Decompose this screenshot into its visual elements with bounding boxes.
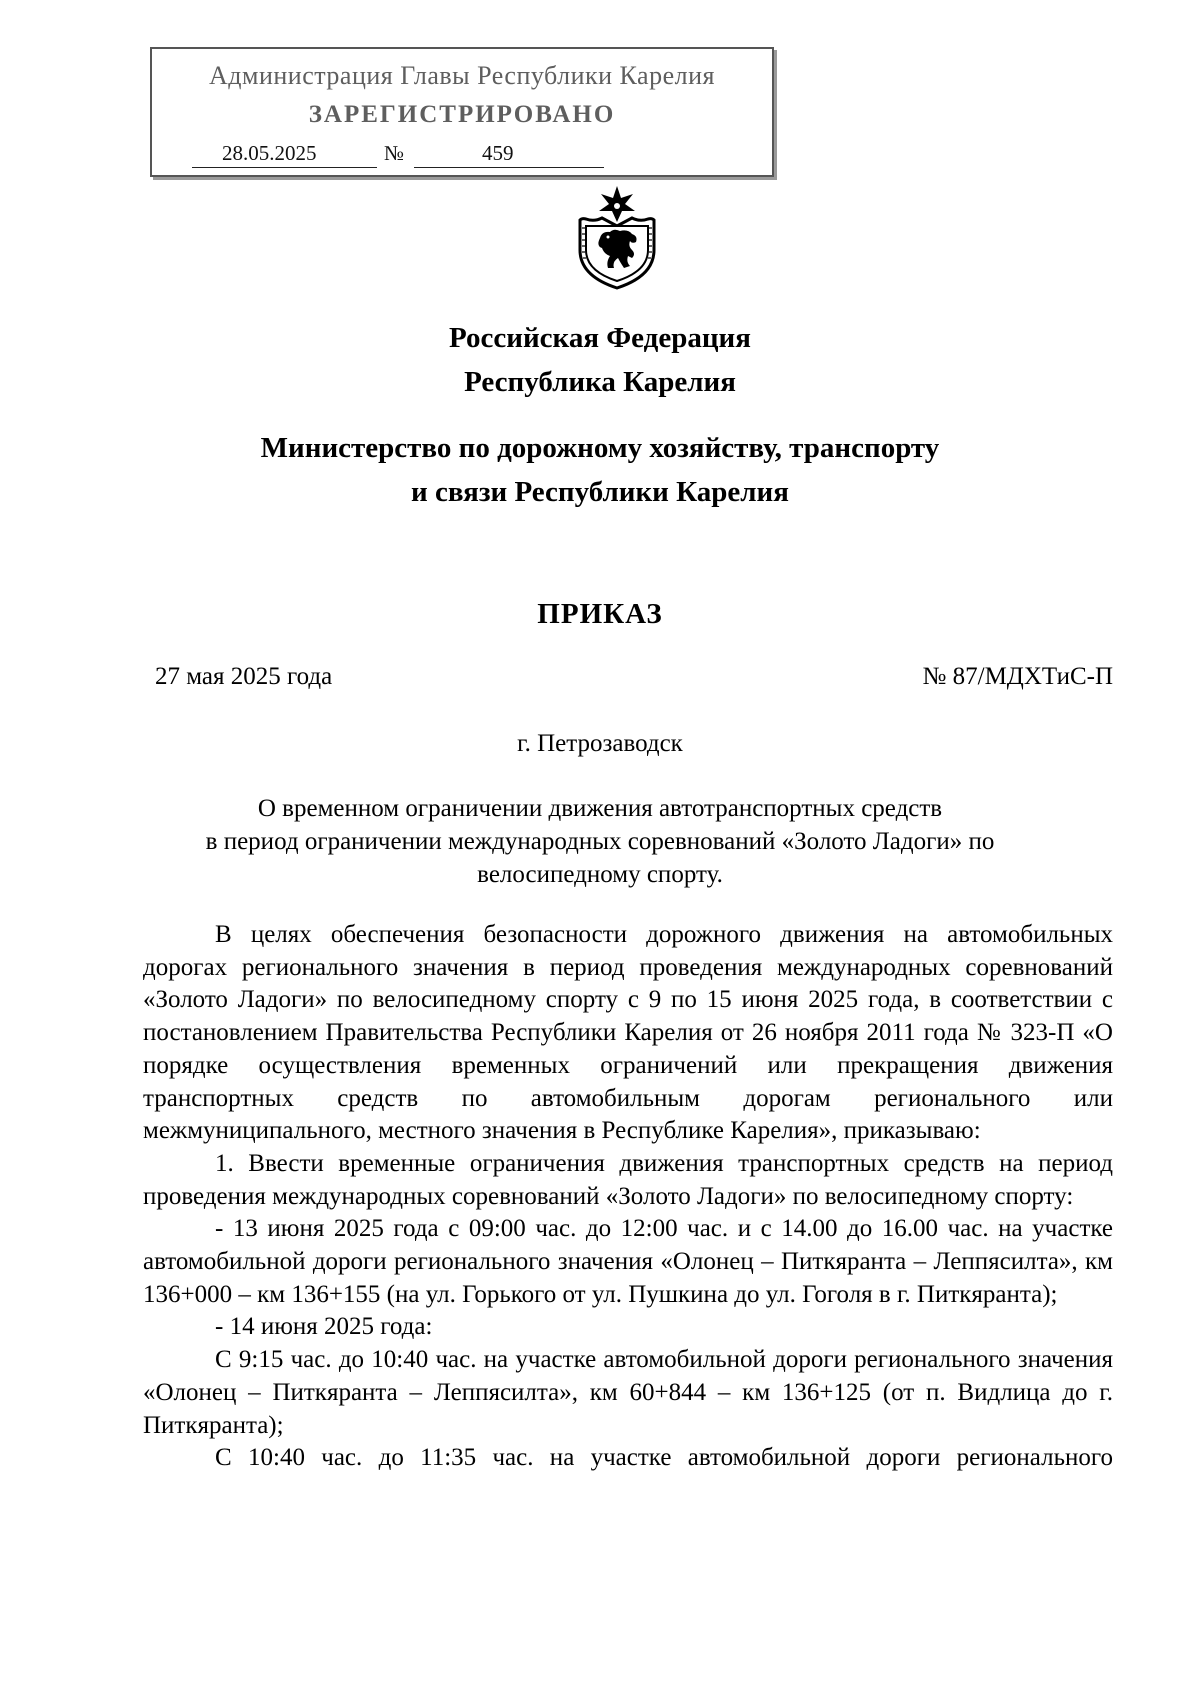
- order-number: № 87/МДХТиС-П: [922, 663, 1113, 690]
- republic-name: Республика Карелия: [464, 366, 736, 398]
- order-body: [143, 919, 1113, 1475]
- order-title-line-2: в период ограничении международных соревнований «Золото Ладоги» по: [205, 828, 995, 855]
- order-city: г. Петрозаводск: [517, 730, 683, 757]
- karelia-coat-of-arms-icon: [572, 184, 662, 292]
- item-1-june-14-segment-2: С 10:40 час. до 11:35 час. на участке автомобильной дороги регионального: [215, 1444, 1113, 1472]
- item-1-june-14-heading: - 14 июня 2025 года:: [215, 1313, 433, 1341]
- item-1-june-13-paragraph: - 13 июня 2025 года с 09:00 час. до 12:00 час. и с 14.00 до 16.00 час. на участке автомобильной дороги регионального значения «Олонец – Питкяранта – Леппясилта», км 136+000 – км 136+155 (на ул. Горького от ул. Пушкина до ул. Гоголя в г. Питкяранта);: [143, 1215, 1113, 1308]
- document-type: ПРИКАЗ: [537, 598, 663, 630]
- order-title-line-1: О временном ограничении движения автотранспортных средств: [257, 795, 943, 822]
- item-1-june-14-segment-1: С 9:15 час. до 10:40 час. на участке автомобильной дороги регионального значения «Олонец – Питкяранта – Леппясилта», км 60+844 – км 136+125 (от п. Видлица до г. Питкяранта);: [143, 1346, 1113, 1439]
- stamp-number-sign: №: [384, 141, 405, 165]
- stamp-number: 459: [482, 141, 514, 165]
- item-1-paragraph: 1. Ввести временные ограничения движения транспортных средств на период проведения международных соревнований «Золото Ладоги» по велосипедному спорту:: [143, 1149, 1113, 1210]
- country-name: Российская Федерация: [449, 322, 751, 354]
- stamp-date: 28.05.2025: [222, 141, 317, 165]
- stamp-status: ЗАРЕГИСТРИРОВАНО: [308, 101, 616, 128]
- registration-stamp: [150, 47, 774, 177]
- preamble-paragraph: В целях обеспечения безопасности дорожного движения на автомобильных дорогах регионального значения в период проведения международных соревнований «Золото Ладоги» по велосипедному спорту с 9 по 15 июня 2025 года, в соответствии с постановлением Правительства Республики Карелия от 26 ноября 2011 года № 323-П «О порядке осуществления временных ограничений или прекращения движения транспортных средств по автомобильным дорогам регионального или межмуниципального, местного значения в Республике Карелия», приказываю:: [143, 921, 1113, 1145]
- order-title-line-3: велосипедному спорту.: [477, 861, 723, 888]
- ministry-name-line-1: Министерство по дорожному хозяйству, транспорту: [260, 432, 940, 464]
- order-date: 27 мая 2025 года: [155, 663, 333, 690]
- stamp-organization: Администрация Главы Республики Карелия: [209, 61, 715, 90]
- ministry-name-line-2: и связи Республики Карелия: [411, 476, 789, 508]
